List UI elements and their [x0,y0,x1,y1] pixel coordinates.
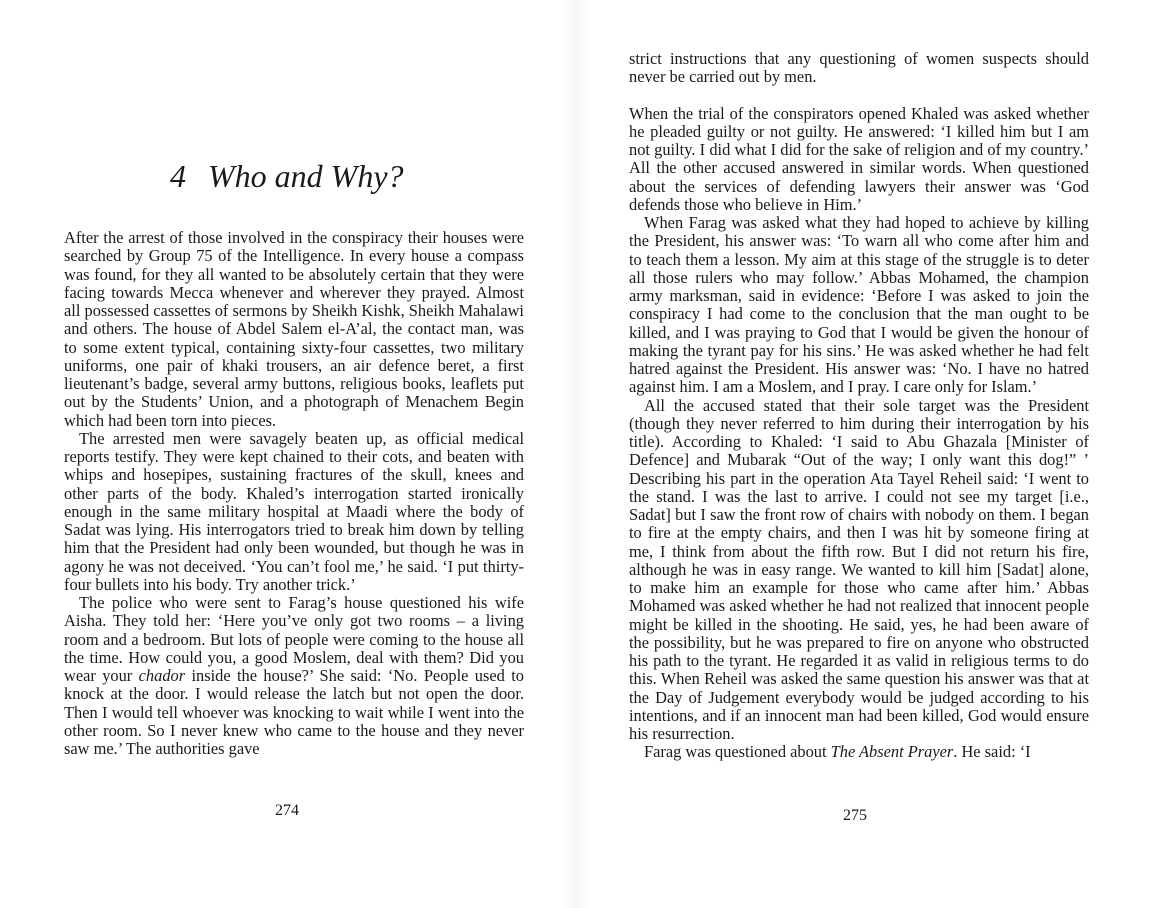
paragraph-text: Farag was questioned about [644,742,831,762]
left-page-body [64,229,524,758]
italic-title: The Absent Prayer [830,742,954,762]
chapter-heading [170,158,490,195]
chapter-title: Who and Why? [208,158,404,194]
right-page-body [629,50,1089,762]
paragraph: All the accused stated that their sole target was the President (though they never referred to him during their interrogation by his title). According to Khaled: ‘I said to Abu Ghazala [Minister of Defence] and Mubarak “Out of the way; I only want this dog!” ’ Describing his part in the operation Ata Tayel Reheil said: ‘I went to the stand. I was the last to arrive. I could not see my target [i.e., Sadat] but I saw the front row of chairs with nobody on them. I began to fire at the empty chairs, and then I was hit by someone firing at me, I think from about the fifth row. But I did not return his fire, although he was in easy range. We wanted to kill him [Sadat] alone, to make him an example for those who came after him.’ Abbas Mohamed was asked whether he had not realized that innocent people might be killed in the shooting. He said, yes, he had been aware of the possibility, but he was prepared to fire on anyone who obstructed his path to the tyrant. He regarded it as valid in religious terms to do this. When Reheil was asked the same question his answer was that at the Day of Judgement everybody would be judged according to his intentions, and if an innocent man had been killed, God would ensure his resurrection. [629,395,1089,743]
paragraph: When Farag was asked what they had hoped to achieve by killing the President, his answer was: ‘To warn all who come after him and to teach them a lesson. My aim at this stage of the struggle is to deter all those rulers who may follow.’ Abbas Mohamed, the champion army marksman, said in evidence: ‘Before I was asked to join the conspiracy I had come to the conclusion that the man ought to be killed, and I was praying to God that I would be given the honour of making the tyrant pay for his sins.’ He was asked whether he had felt hatred against the President. His answer was: ‘No. I have no hatred against him. I am a Moslem, and I pray. I care only for Islam.’ [629,213,1089,397]
paragraph: After the arrest of those involved in the conspiracy their houses were searched by Group 75 of the Intelligence. In every house a compass was found, for they all wanted to be absolutely certain that they were facing towards Mecca whenever and wherever they prayed. Almost all possessed cassettes of sermons by Sheikh Kishk, Sheikh Mahalawi and others. The house of Abdel Salem el-A’al, the contact man, was to some extent typical, containing sixty-four cassettes, two military uniforms, one pair of khaki trousers, an air defence beret, a first lieutenant’s badge, several army buttons, religious books, leaflets put out by the Students’ Union, and a photograph of Menachem Begin which had been torn into pieces. [64,228,524,430]
page-number: 275 [843,807,867,824]
paragraph [629,743,1089,761]
paragraph-text: . He said: ‘I [953,742,1031,762]
paragraph: The arrested men were savagely beaten up, as official medical reports testify. They were kept chained to their cots, and beaten with whips and hosepipes, sustaining fractures of the skull, knees and other parts of the body. Khaled’s interrogation started ironically enough in the same military hospital at Maadi where the body of Sadat was lying. His interrogators tried to break him down by telling him that the President had only been wounded, but though he was in agony he was not deceived. ‘You can’t fool me,’ he said. ‘I put thirty-four bullets into his body. Try another trick.’ [64,428,524,594]
paragraph: strict instructions that any questioning of women suspects should never be carried out by men. [629,49,1089,87]
paragraph-text: The police who were sent to Farag’s house questioned his wife Aisha. They told her: ‘Here you’ve only got two rooms – a living room and a bedroom. But lots of people were coming to the house all the time. How could you, a good Moslem, deal with them? Did you wear your [64,593,524,685]
page-number: 274 [275,802,299,819]
italic-term: chador [138,666,186,685]
chapter-number: 4 [170,158,186,194]
paragraph: When the trial of the conspirators opened Khaled was asked whether he pleaded guilty or not guilty. He answered: ‘I killed him but I am not guilty. I did what I did for the sake of religion and of my country.’ All the other accused answered in similar words. When questioned about the services of defending lawyers their answer was ‘God defends those who believe in Him.’ [629,103,1089,214]
right-page [575,0,1150,908]
paragraph [64,594,524,758]
paragraph-text: inside the house?’ She said: ‘No. People used to knock at the door. I would release the latch but not open the door. Then I would tell whoever was knocking to wait while I went into the other room. So I never knew who came to the house and they never saw me.’ The authorities gave [64,666,524,758]
